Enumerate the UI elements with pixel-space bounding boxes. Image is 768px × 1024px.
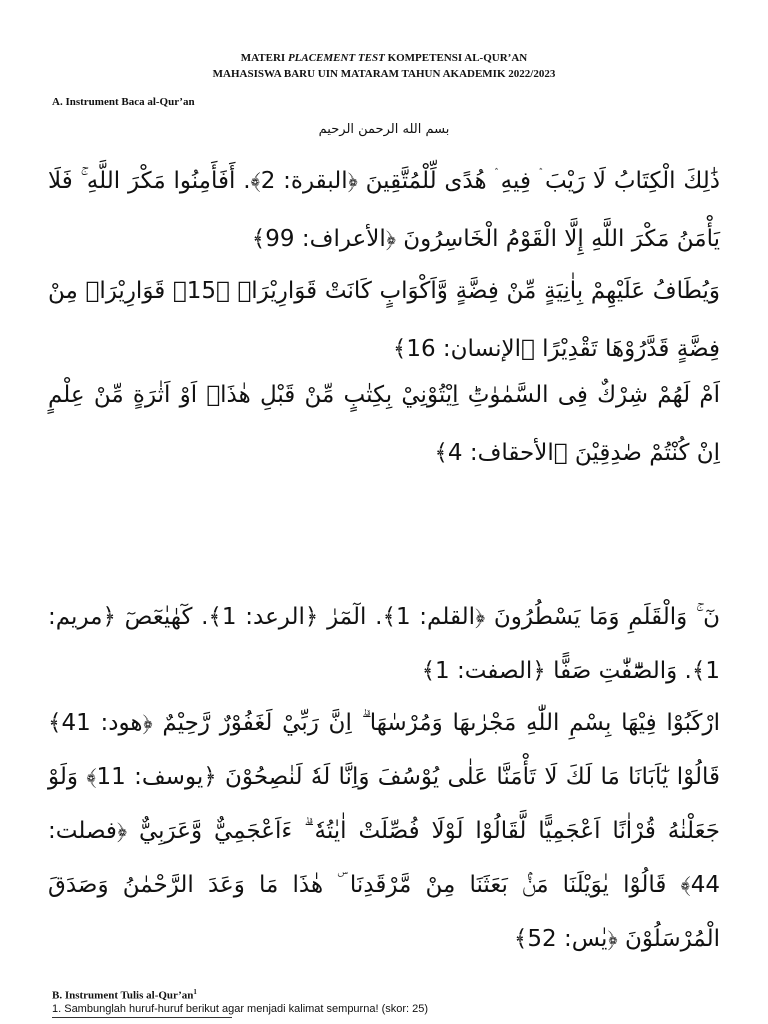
document-header <box>0 50 768 82</box>
instruction-item-1: 1. Sambunglah huruf-huruf berikut agar menjadi kalimat sempurna! (skor: 25) <box>52 1003 429 1015</box>
verse-block-3: اَمْ لَهُمْ شِرْكٌ فِى السَّمٰوٰتِؕ اِيْتُوْنِيْ بِكِتٰبٍ مِّنْ قَبْلِ هٰذَاۤ اَوْ اَثٰرَةٍ مِّنْ عِلْمٍ اِنْ كُنْتُمْ صٰدِقِيْنَ ﴿الأحقاف: 4﴾ <box>48 382 720 466</box>
section-a-title: A. Instrument Baca al-Qur’an <box>52 96 195 108</box>
verse-block-4: نٓ ۚ وَالْقَلَمِ وَمَا يَسْطُرُونَ ﴿القلم: 1﴾. الٓمٓرٰ ﴿الرعد: 1﴾. كٓهٰيٰعٓصٓ ﴿مريم: 1﴾. وَالصّٰٓفّٰتِ صَفًّا ﴿الصفت: 1﴾ <box>48 604 721 684</box>
verse-block-5: ارْكَبُوْا فِيْهَا بِسْمِ اللّٰهِ مَجْرٰىهَا وَمُرْسٰهَا ۗ اِنَّ رَبِّيْ لَغَفُوْرٌ رَّحِيْمٌ ﴿هود: 41﴾ قَالُوْا يٰٓاَبَانَا مَا لَكَ لَا تَأْمَنَّا عَلٰى يُوْسُفَ وَاِنَّا لَهٗ لَنٰصِحُوْنَ ﴿يوسف: 11﴾ وَلَوْ جَعَلْنٰهُ قُرْاٰنًا اَعْجَمِيًّا لَّقَالُوْا لَوْلَا فُصِّلَتْ اٰيٰتُهٗ ۗ ءَاَعْجَمِيٌّ وَّعَرَبِيٌّ ﴿فصلت: 44﴾ قَالُوْا يٰوَيْلَنَا مَنْۢ بَعَثَنَا مِنْ مَّرْقَدِنَا ۜ هٰذَا مَا وَعَدَ الرَّحْمٰنُ وَصَدَقَ الْمُرْسَلُوْنَ ﴿يٰس: 52﴾ <box>48 710 720 952</box>
footnote-divider <box>52 1017 232 1018</box>
verse-block-2: وَيُطَافُ عَلَيْهِمْ بِاٰنِيَةٍ مِّنْ فِضَّةٍ وَّاَكْوَابٍ كَانَتْ قَوَارِيْرَاۡ ﴿15﴾ قَوَارِيْرَاۡ مِنْ فِضَّةٍ قَدَّرُوْهَا تَقْدِيْرًا ﴿الإنسان: 16﴾ <box>48 278 720 362</box>
header-italic-term: PLACEMENT TEST <box>287 52 385 64</box>
verse-block-1: ذَٰلِكَ الْكِتَابُ لَا رَيْبَ ۛ فِيهِ ۛ هُدًى لِّلْمُتَّقِينَ ﴿البقرة: 2﴾. أَفَأَمِنُوا مَكْرَ اللَّهِ ۚ فَلَا يَأْمَنُ مَكْرَ اللَّهِ إِلَّا الْقَوْمُ الْخَاسِرُونَ ﴿الأعراف: 99﴾ <box>48 168 720 252</box>
header-line-1: MATERI PLACEMENT TEST KOMPETENSI AL-QUR’AN <box>240 52 528 64</box>
basmalah: بسم الله الرحمن الرحيم <box>318 122 450 137</box>
header-line-2: MAHASISWA BARU UIN MATARAM TAHUN AKADEMIK 2022/2023 <box>212 68 556 80</box>
section-b-title: B. Instrument Tulis $al-Qur’an^1$ <box>52 988 197 1002</box>
footnote-mark: 1 <box>193 988 197 996</box>
